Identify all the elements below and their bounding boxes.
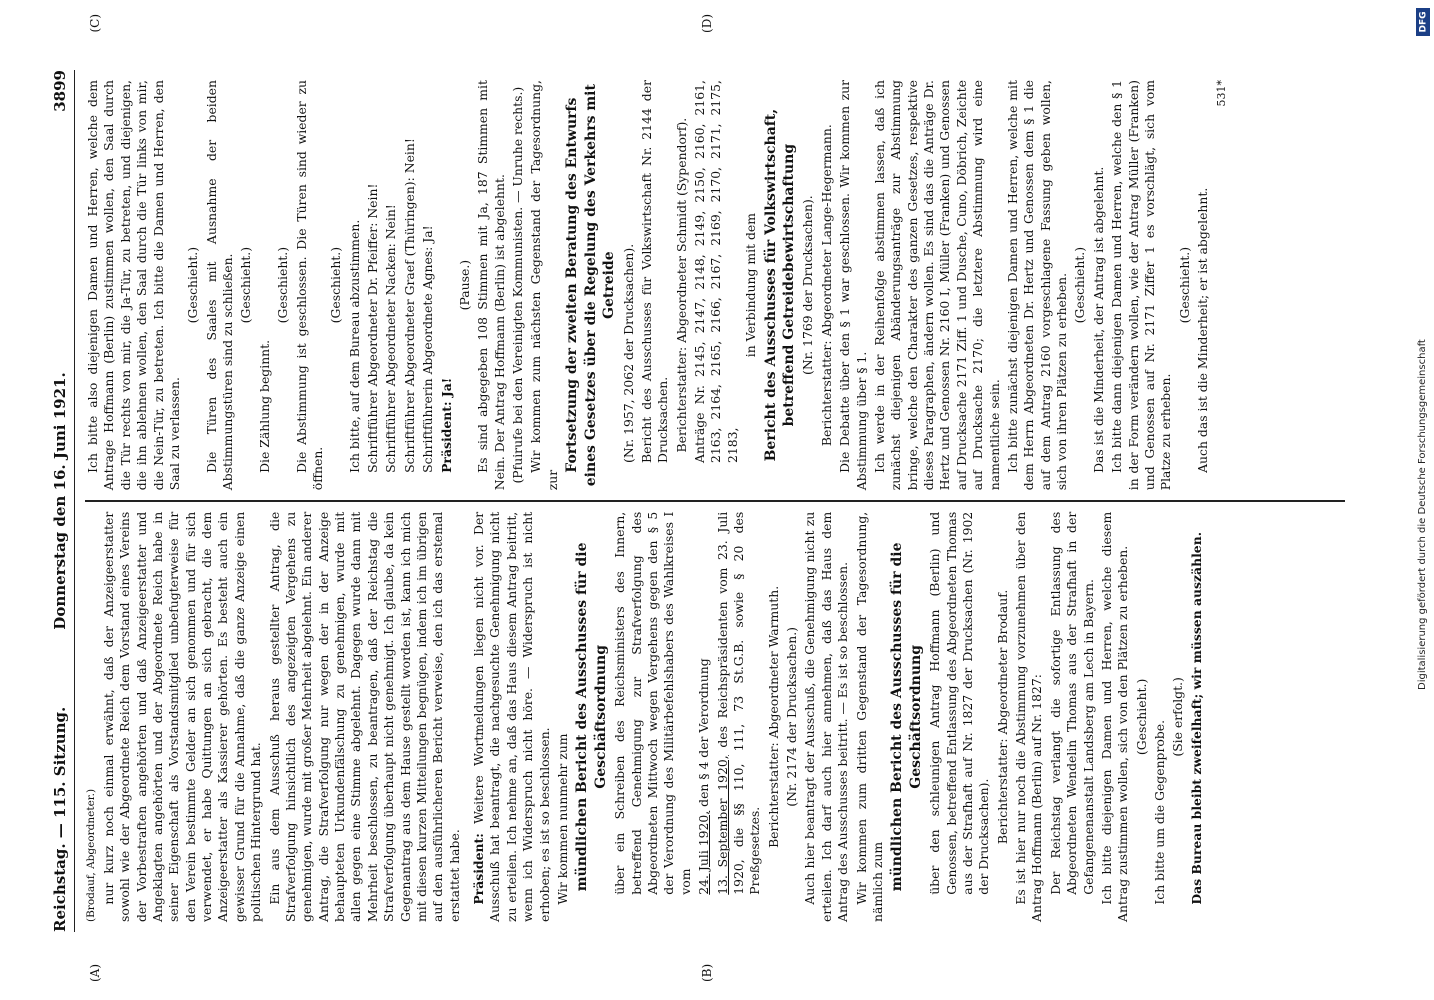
stage-direction: (Geschieht.) (238, 246, 254, 324)
paragraph: Bericht des Ausschusses für Volkswirtschaft Nr. 2144 der Drucksachen. (638, 80, 671, 463)
text-columns (85, 70, 1345, 932)
paragraph: (Nr. 1957, 2062 der Drucksachen). (620, 243, 636, 463)
date-text: 13. September 1920, (714, 755, 730, 895)
speaker-praesident: Präsident: Ja! (438, 377, 454, 473)
drucksache-line: (Nr. 1769 der Drucksachen). (800, 195, 816, 375)
reporter-line: Berichterstatter: Abgeordneter Schmidt (Sypendorf). (673, 117, 689, 453)
section-heading: mündlichen Bericht des Ausschusses für die Geschäftsordnung (574, 542, 609, 892)
stage-direction: (Geschieht.) (1072, 246, 1088, 324)
vote-line: Schriftführer Abgeordneter Graef (Thüringen): Nein! (401, 138, 417, 473)
paragraph: Wir kommen zum dritten Gegenstand der Tagesordnung, nämlich zum (853, 511, 885, 922)
signature-number: 531* (1215, 80, 1229, 107)
paragraph: Ich werde in der Reihenfolge abstimmen lassen, daß ich zunächst diejenigen Abänderungsanträge zur Abstimmung bringe, welche den Charakter des ganzen Gesetzes, respektive dieses Paragraphen, ändern wollen. Es sind das die Anträge Dr. Hertz und Genossen Nr. 2160 I, Müller (Franken) und Genossen auf Drucksache 2171 Ziff. 1 und Dusche, Cuno, Döbrich, Zeichte auf Drucksache 2170; die letztere Abstimmung wird eine namentliche sein. (871, 80, 1002, 491)
stage-direction: (Geschieht.) (1133, 678, 1149, 756)
dfg-notice-text: Digitalisierung gefördert durch die Deutsche Forschungsgemeinschaft (1417, 339, 1428, 690)
stage-direction: (Sie erfolgt.) (1170, 677, 1186, 757)
paragraph: Die Debatte über den § 1 war geschlossen. Wir kommen zur Abstimmung über § 1. (837, 80, 869, 491)
speaker-line: (Brodauf, Abgeordneter.) (85, 788, 97, 922)
paragraph: Ich bitte zunächst diejenigen Damen und Herren, welche mit dem Herrn Abgeordneten Dr. Hertz und Genossen dem § 1 die auf dem Antrag 2160 vorgeschlagene Fassung geben wollen, sich von ihren Plätzen zu erheben. (1004, 80, 1070, 491)
paragraph: über ein Schreiben des Reichsministers des Innern, betreffend Genehmigung zur Strafverfolgung des Abgeordneten Mittwoch wegen Vergehens gegen den § 5 der Verordnung des Militärbefehlshabers des Wahlkreises I vom (612, 511, 693, 895)
section-heading: mündlichen Bericht des Ausschusses für die Geschäftsordnung (889, 542, 924, 892)
paragraph: Die Türen des Saales mit Ausnahme der beiden Abstimmungstüren sind zu schließen. (203, 80, 235, 491)
dfg-logo-text: DFG (1418, 11, 1429, 33)
vote-line: Schriftführer Abgeordneter Dr. Pfeiffer: Nein! (365, 183, 380, 473)
paragraph: Auch das ist die Minderheit; er ist abgelehnt. (1195, 187, 1211, 473)
reporter-line: Berichterstatter: Abgeordneter Brodauf. (994, 589, 1010, 845)
paragraph: nur kurz noch einmal erwähnt, daß der Anzeigeerstatter sowohl wie der Abgeordnete Reich dem Vorstand eines Vereins der Vorbestraften angehörten und daß Anzeigeerstatter und Angeklagten angehörten und der Abgeordnete Reich habe in seiner Eigenschaft als Vorstandsmitglied unbefugterweise für den Verein bestimmte Gelder an sich genommen und für sich verwendet, er habe Quittungen an sich gebracht, die dem Anzeigeerstatter als Kassierer gehörten. Es besteht auch ein gewisser Grund für die Annahme, daß die ganze Anzeige einen politischen Hintergrund hat. (100, 511, 264, 922)
paragraph: über den schleunigen Antrag Hoffmann (Berlin) und Genossen, betreffend Entlassung des Abgeordneten Thomas aus der Strafhaft auf Nr. 1827 der Drucksachen (Nr. 1902 der Drucksachen). (927, 511, 992, 895)
margin-mark-b: (B) (700, 963, 714, 982)
drucksache-line: (Nr. 2174 der Drucksachen.) (784, 627, 800, 807)
stage-direction: (Geschieht.) (328, 246, 344, 324)
paragraph: Ich bitte diejenigen Damen und Herren, welche diesem Antrag zustimmen wollen, sich von den Plätzen zu erheben. (1098, 511, 1131, 922)
margin-mark-a: (A) (88, 963, 102, 982)
reporter-line: Berichterstatter: Abgeordneter Lange-Hegermann. (818, 124, 834, 447)
paragraph: Der Reichstag verlangt die sofortige Entlassung des Abgeordneten Wendelin Thomas aus der Strafhaft in der Gefangenenanstalt Landsberg am Lech in Bayern. (1047, 511, 1096, 895)
section-heading: Bericht des Ausschusses für Volkswirtschaft, betreffend Getreidebewirtschaftung (762, 108, 797, 462)
stage-direction: (Geschieht.) (275, 246, 291, 324)
paragraph: Das Bureau bleibt zweifelhaft; wir müssen auszählen. (1188, 531, 1204, 905)
paragraph-text: den § 4 der Verordnung (696, 658, 712, 807)
vote-line: Schriftführer Abgeordneter Nacken: Nein! (383, 204, 399, 473)
left-column (85, 502, 1345, 932)
paragraph: Es sind abgegeben 108 Stimmen mit Ja, 187 Stimmen mit Nein. Der Antrag Hoffmann (Berlin) ist abgelehnt. (475, 80, 507, 491)
paragraph: Ich bitte um die Gegenprobe. (1152, 719, 1168, 905)
paragraph: Die Abstimmung ist geschlossen. Die Türen sind wieder zu öffnen. (293, 80, 325, 491)
paragraph: in Verbindung mit dem (743, 213, 759, 358)
paragraph: Wir kommen nunmehr zum (554, 733, 570, 905)
header-left: Reichstag. — 115. Sitzung. (51, 706, 70, 932)
paragraph: Ich bitte, auf dem Bureau abzustimmen. (346, 219, 362, 473)
paragraph: Anträge Nr. 2145, 2147, 2148, 2149, 2150, 2160, 2161, 2163, 2164, 2165, 2166, 2167, 2169, 2170, 2171, 2175, 2183, (692, 80, 740, 463)
reporter-line: Berichterstatter: Abgeordneter Warmuth. (765, 585, 781, 848)
paragraph: Ich bitte dann diejenigen Damen und Herren, welche den § 1 in der Form verändern wollen, wie der Antrag Müller (Franken) und Genossen auf Nr. 2171 Ziffer 1 es vorschlägt, sich vom Platze zu erheben. (1109, 80, 1174, 491)
stage-direction: (Pfuirufe bei den Vereinigten Kommunisten. — Unruhe rechts.) (510, 86, 525, 484)
paragraph: Ich bitte also diejenigen Damen und Herren, welche dem Antrage Hoffmann (Berlin) zustimmen wollen, den Saal durch die Tür rechts von mir, die Ja-Tür, zu betreten, und diejenigen, die ihn ablehnen wollen, den Saal durch die Tür links von mir, die Nein-Tür, zu betreten. Ich bitte die Damen und Herren, den Saal zu verlassen. (85, 80, 182, 491)
dfg-notice-strip (1412, 0, 1434, 1000)
page-number: 3899 (51, 70, 70, 112)
margin-mark-d: (D) (700, 14, 714, 33)
page-header (52, 70, 75, 932)
column-divider (85, 500, 1345, 502)
paragraph: Das ist die Minderheit, der Antrag ist abgelehnt. (1090, 166, 1106, 473)
paragraph-text: Weitere Wortmeldungen liegen nicht vor. Der Ausschuß hat beantragt, die nachgesuchte Genehmigung nicht zu erteilen. Ich nehme an, daß das Haus diesem Antrag beitritt, wenn ich Widerspruch nicht höre. — Widerspruch ist nicht erhoben; es ist so beschlossen. (471, 511, 552, 922)
paragraph: Wir kommen zum nächsten Gegenstand der Tagesordnung, zur (528, 80, 560, 491)
paragraph (696, 512, 712, 922)
paragraph: Auch hier beantragt der Ausschuß, die Genehmigung nicht zu erteilen. Ich darf auch hier annehmen, daß das Haus dem Antrag des Ausschusses beitritt. — Es ist so beschlossen. (802, 511, 851, 922)
stage-direction: (Geschieht.) (1176, 246, 1192, 324)
paragraph: Es ist hier nur noch die Abstimmung vorzunehmen über den Antrag Hoffmann (Berlin) auf Nr. 1827: (1013, 511, 1045, 922)
paragraph: Ein aus dem Ausschuß heraus gestellter Antrag, die Strafverfolgung hinsichtlich des angezeigten Vergehens zu genehmigen, wurde mit großer Mehrheit abgelehnt. Ein anderer Antrag, die Strafverfolgung nur wegen der in der Anzeige behaupteten Urkundenfälschung zu genehmigen, wurde mit allen gegen eine Stimme abgelehnt. Dagegen wurde dann mit Mehrheit beschlossen, zu beantragen, daß der Reichstag die Strafverfolgung überhaupt nicht genehmigt. Ich glaube, da kein Gegenantrag aus dem Hause gestellt worden ist, kann ich mich mit diesen kurzen Mitteilungen begnügen, indem ich im übrigen auf den ausführlicheren Bericht verweise, den ich das erstemal erstattet habe. (266, 511, 462, 922)
stage-direction: (Pause.) (456, 259, 472, 311)
paragraph (715, 512, 764, 922)
header-center: Donnerstag den 16. Juni 1921. (51, 372, 70, 630)
paragraph-text: des Reichspräsidenten vom 23. Juli 1920, die §§ 110, 111, 73 St.G.B. sowie § 20 des Preßgesetzes. (714, 511, 763, 895)
section-heading: Fortsetzung der zweiten Beratung des Entwurfs eines Gesetzes über die Regelung des Verkehrs mit Getreide (564, 84, 618, 487)
date-text: 24. Juli 1920, (696, 810, 712, 895)
paragraph: Die Zählung beginnt. (256, 339, 272, 473)
stage-direction: (Geschieht.) (185, 246, 201, 324)
margin-mark-c: (C) (88, 14, 102, 33)
vote-line: Schriftführerin Abgeordnete Agnes: Ja! (420, 225, 436, 473)
right-column (85, 70, 1345, 500)
speaker-praesident: Präsident: (471, 833, 487, 905)
paragraph (471, 512, 553, 922)
